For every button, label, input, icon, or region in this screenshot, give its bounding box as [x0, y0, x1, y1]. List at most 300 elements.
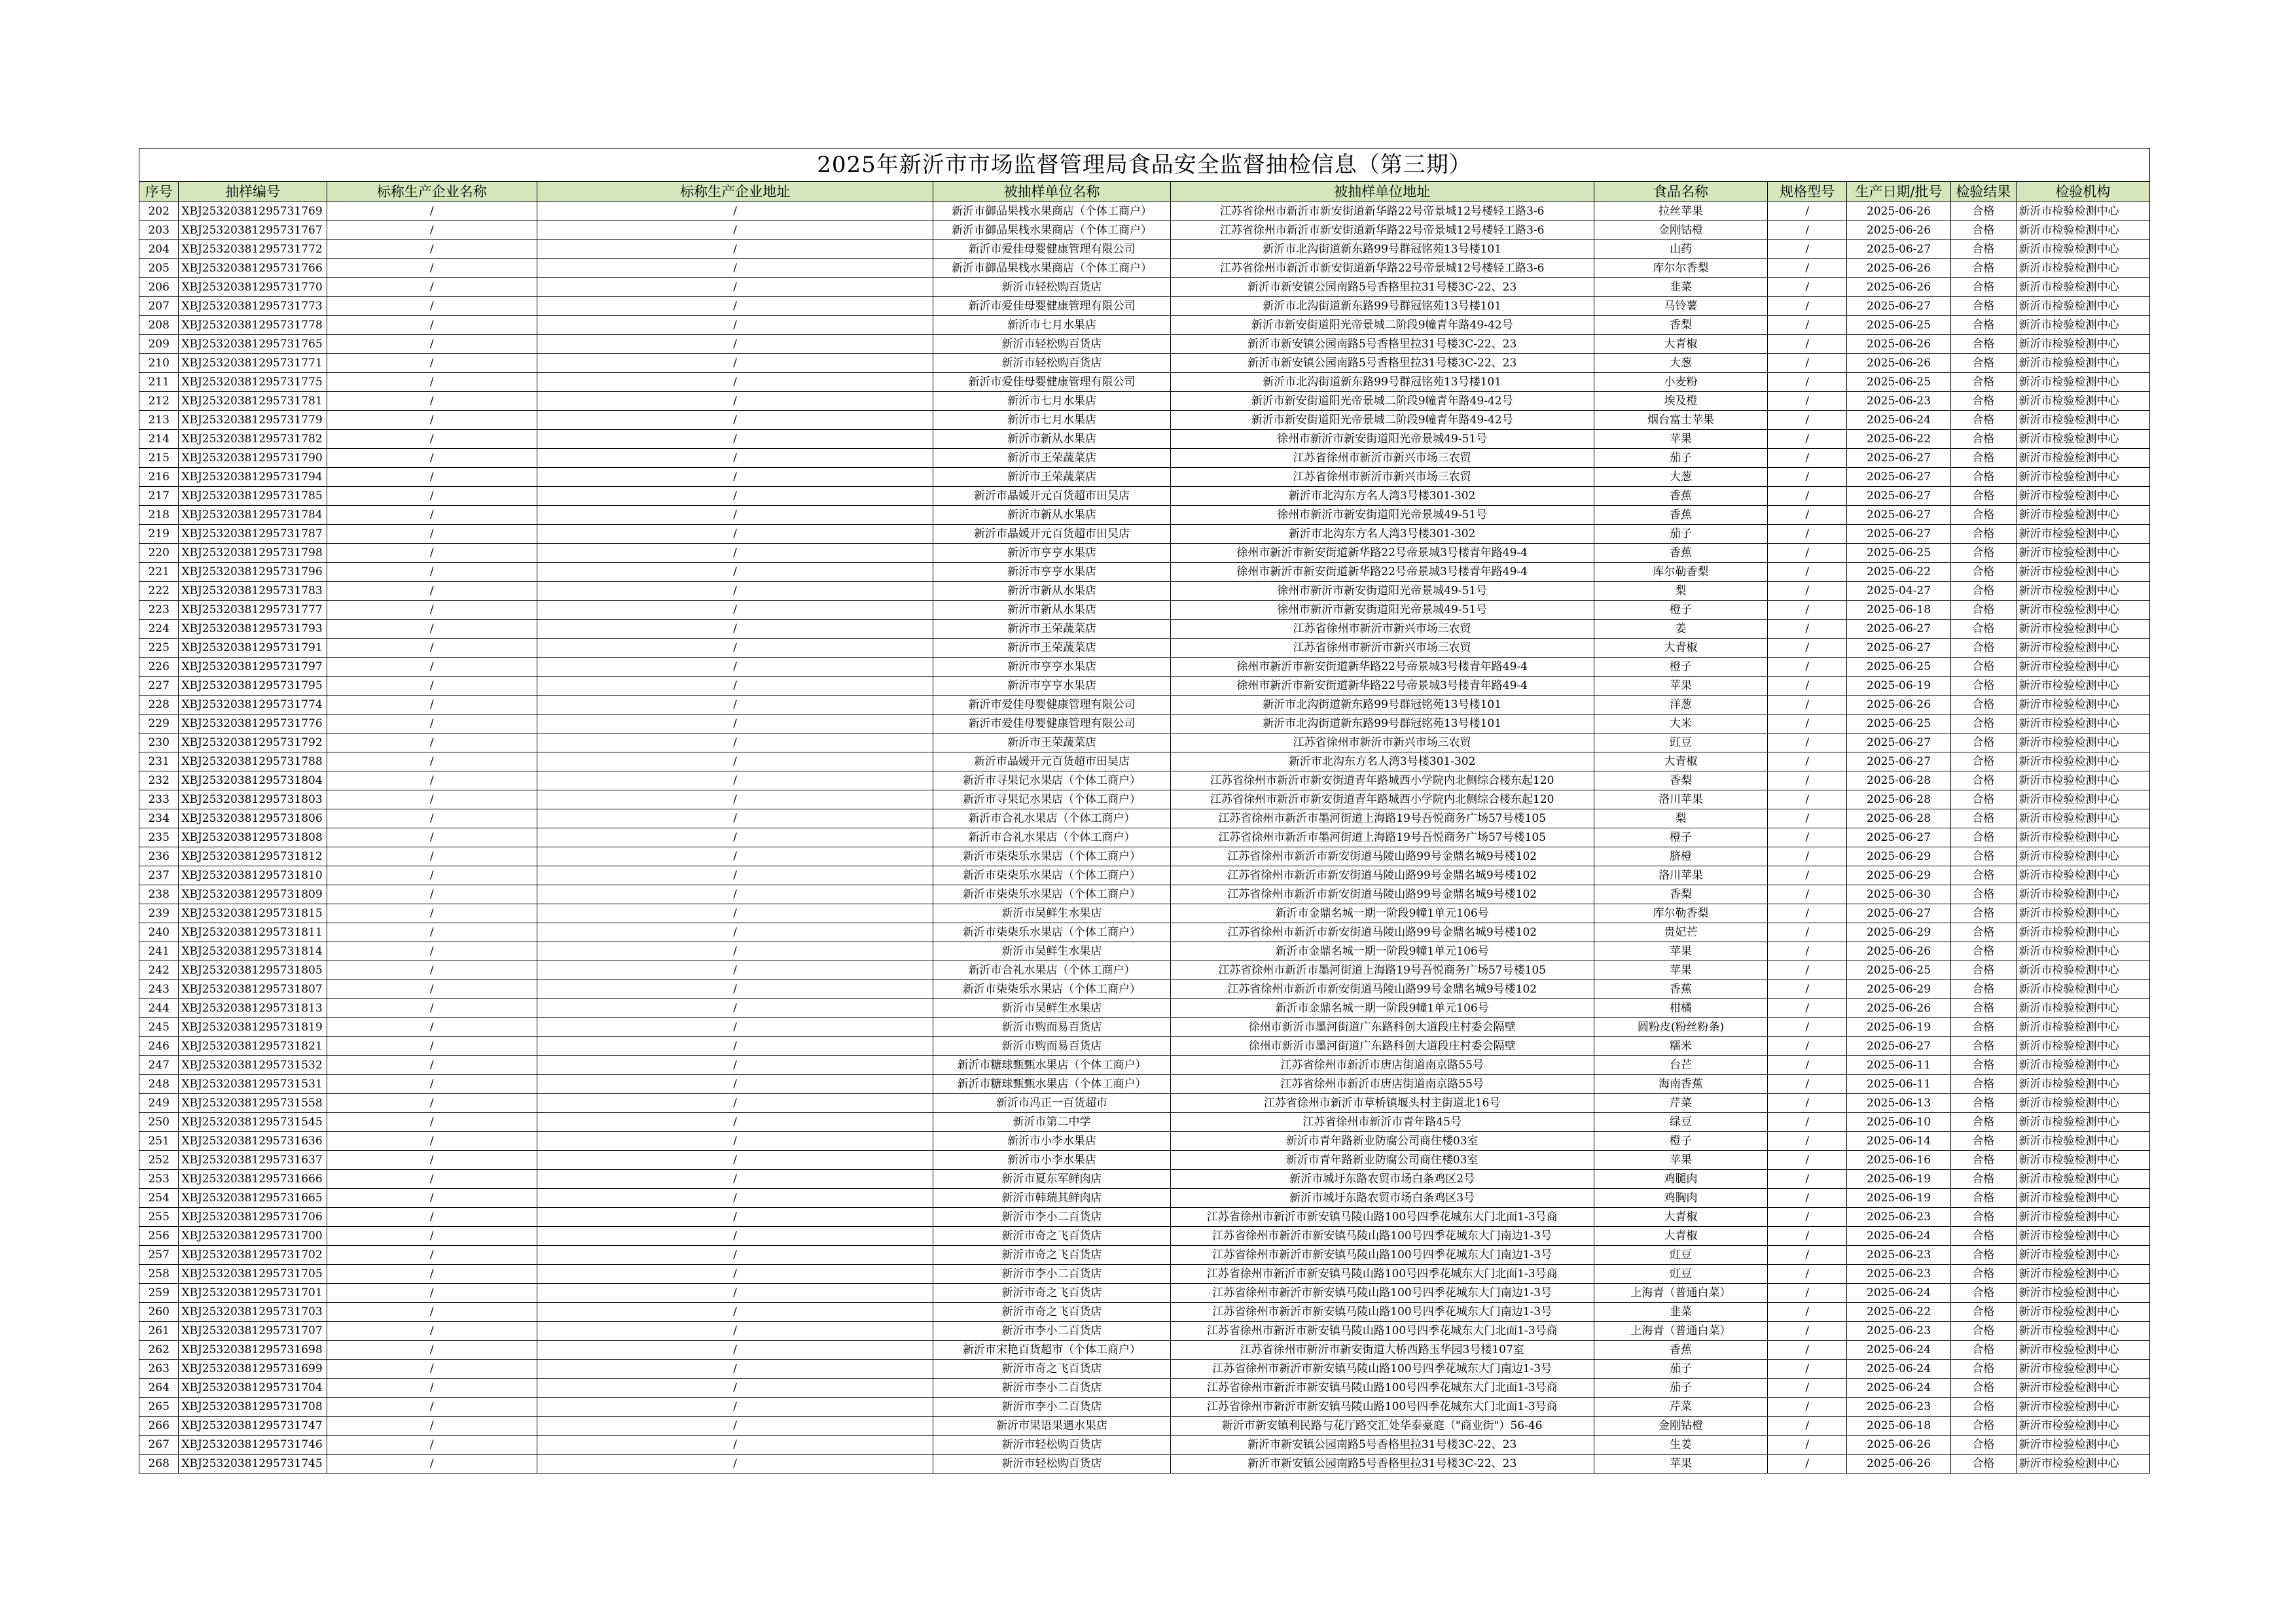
- table-row: [139, 430, 2150, 449]
- sampled-unit-address-cell: 新沂市北沟街道新东路99号群冠铭苑13号楼101: [1170, 373, 1594, 392]
- sampled-unit-address-cell: 徐州市新沂市新安街道阳光帝景城49-51号: [1170, 582, 1594, 601]
- production-date-cell: 2025-06-25: [1847, 316, 1951, 335]
- producer-name-cell: /: [327, 354, 537, 373]
- table-row: [139, 1056, 2150, 1075]
- sample-id-cell: XBJ25320381295731771: [179, 354, 327, 373]
- test-result-cell: 合格: [1951, 506, 2017, 525]
- sampled-unit-address-cell: 江苏省徐州市新沂市墨河街道上海路19号吾悦商务广场57号楼105: [1170, 809, 1594, 828]
- sampled-unit-address-cell: 江苏省徐州市新沂市新安镇马陵山路100号四季花城东大门南边1-3号: [1170, 1284, 1594, 1303]
- sampled-unit-name-cell: 新沂市亨亨水果店: [933, 677, 1170, 696]
- test-agency-cell: 新沂市检验检测中心: [2016, 1018, 2149, 1037]
- row-number-cell: 249: [139, 1094, 179, 1113]
- producer-name-cell: /: [327, 1303, 537, 1322]
- sampled-unit-name-cell: 新沂市亨亨水果店: [933, 544, 1170, 563]
- sampled-unit-name-cell: 新沂市宋艳百货超市（个体工商户）: [933, 1341, 1170, 1360]
- food-name-cell: 香蕉: [1594, 506, 1768, 525]
- sampled-unit-name-cell: 新沂市新从水果店: [933, 601, 1170, 620]
- spec-model-cell: /: [1768, 677, 1847, 696]
- producer-name-cell: /: [327, 980, 537, 999]
- test-result-cell: 合格: [1951, 942, 2017, 961]
- test-result-cell: 合格: [1951, 1455, 2017, 1474]
- sample-id-cell: XBJ25320381295731805: [179, 961, 327, 980]
- sample-id-cell: XBJ25320381295731765: [179, 335, 327, 354]
- test-agency-cell: 新沂市检验检测中心: [2016, 904, 2149, 923]
- table-row: [139, 1322, 2150, 1341]
- test-result-cell: 合格: [1951, 923, 2017, 942]
- sampled-unit-name-cell: 新沂市果语果遇水果店: [933, 1417, 1170, 1436]
- sampled-unit-name-cell: 新沂市寻果记水果店（个体工商户）: [933, 790, 1170, 809]
- row-number-cell: 251: [139, 1132, 179, 1151]
- production-date-cell: 2025-06-24: [1847, 411, 1951, 430]
- production-date-cell: 2025-06-18: [1847, 601, 1951, 620]
- table-row: [139, 999, 2150, 1018]
- sampled-unit-name-cell: 新沂市冯正一百货超市: [933, 1094, 1170, 1113]
- sample-id-cell: XBJ25320381295731705: [179, 1265, 327, 1284]
- producer-name-cell: /: [327, 1018, 537, 1037]
- sampled-unit-address-cell: 江苏省徐州市新沂市新安街道马陵山路99号金鼎名城9号楼102: [1170, 980, 1594, 999]
- food-name-cell: 茄子: [1594, 525, 1768, 544]
- row-number-cell: 227: [139, 677, 179, 696]
- test-result-cell: 合格: [1951, 1398, 2017, 1417]
- sampled-unit-name-cell: 新沂市李小二百货店: [933, 1265, 1170, 1284]
- spec-model-cell: /: [1768, 1398, 1847, 1417]
- sampled-unit-name-cell: 新沂市柒柒乐水果店（个体工商户）: [933, 885, 1170, 904]
- sample-id-cell: XBJ25320381295731806: [179, 809, 327, 828]
- table-row: [139, 1455, 2150, 1474]
- food-name-cell: 生姜: [1594, 1436, 1768, 1455]
- producer-name-cell: /: [327, 620, 537, 639]
- producer-address-cell: /: [537, 1113, 933, 1132]
- sample-id-cell: XBJ25320381295731792: [179, 733, 327, 752]
- column-header: 食品名称: [1594, 182, 1768, 202]
- production-date-cell: 2025-06-29: [1847, 980, 1951, 999]
- sampled-unit-address-cell: 徐州市新沂市新安街道新华路22号帝景城3号楼青年路49-4: [1170, 563, 1594, 582]
- spec-model-cell: /: [1768, 563, 1847, 582]
- sample-id-cell: XBJ25320381295731811: [179, 923, 327, 942]
- sample-id-cell: XBJ25320381295731804: [179, 771, 327, 790]
- production-date-cell: 2025-06-23: [1847, 1398, 1951, 1417]
- producer-address-cell: /: [537, 1455, 933, 1474]
- table-row: [139, 506, 2150, 525]
- production-date-cell: 2025-06-22: [1847, 430, 1951, 449]
- row-number-cell: 267: [139, 1436, 179, 1455]
- sampled-unit-address-cell: 江苏省徐州市新沂市新安镇马陵山路100号四季花城东大门北面1-3号商: [1170, 1265, 1594, 1284]
- test-agency-cell: 新沂市检验检测中心: [2016, 544, 2149, 563]
- table-row: [139, 1113, 2150, 1132]
- production-date-cell: 2025-06-28: [1847, 771, 1951, 790]
- row-number-cell: 209: [139, 335, 179, 354]
- producer-name-cell: /: [327, 1132, 537, 1151]
- sampled-unit-address-cell: 江苏省徐州市新沂市唐店街道南京路55号: [1170, 1075, 1594, 1094]
- test-agency-cell: 新沂市检验检测中心: [2016, 1246, 2149, 1265]
- food-name-cell: 香梨: [1594, 316, 1768, 335]
- sample-id-cell: XBJ25320381295731745: [179, 1455, 327, 1474]
- producer-name-cell: /: [327, 961, 537, 980]
- production-date-cell: 2025-06-19: [1847, 1189, 1951, 1208]
- sampled-unit-name-cell: 新沂市王荣蔬菜店: [933, 468, 1170, 487]
- producer-address-cell: /: [537, 1094, 933, 1113]
- producer-address-cell: /: [537, 1056, 933, 1075]
- sampled-unit-name-cell: 新沂市奇之飞百货店: [933, 1360, 1170, 1379]
- food-name-cell: 大米: [1594, 715, 1768, 733]
- row-number-cell: 242: [139, 961, 179, 980]
- test-agency-cell: 新沂市检验检测中心: [2016, 677, 2149, 696]
- producer-address-cell: /: [537, 1132, 933, 1151]
- sample-id-cell: XBJ25320381295731704: [179, 1379, 327, 1398]
- sample-id-cell: XBJ25320381295731791: [179, 639, 327, 658]
- sample-id-cell: XBJ25320381295731783: [179, 582, 327, 601]
- spec-model-cell: /: [1768, 1360, 1847, 1379]
- row-number-cell: 236: [139, 847, 179, 866]
- row-number-cell: 205: [139, 259, 179, 278]
- column-header: 被抽样单位名称: [933, 182, 1170, 202]
- producer-name-cell: /: [327, 544, 537, 563]
- food-name-cell: 豇豆: [1594, 733, 1768, 752]
- sample-id-cell: XBJ25320381295731531: [179, 1075, 327, 1094]
- row-number-cell: 262: [139, 1341, 179, 1360]
- food-name-cell: 橙子: [1594, 828, 1768, 847]
- sample-id-cell: XBJ25320381295731701: [179, 1284, 327, 1303]
- sampled-unit-name-cell: 新沂市糖球甄甄水果店（个体工商户）: [933, 1075, 1170, 1094]
- test-result-cell: 合格: [1951, 620, 2017, 639]
- row-number-cell: 204: [139, 240, 179, 259]
- row-number-cell: 235: [139, 828, 179, 847]
- food-name-cell: 柑橘: [1594, 999, 1768, 1018]
- row-number-cell: 208: [139, 316, 179, 335]
- test-agency-cell: 新沂市检验检测中心: [2016, 373, 2149, 392]
- producer-address-cell: /: [537, 847, 933, 866]
- producer-name-cell: /: [327, 1037, 537, 1056]
- sample-id-cell: XBJ25320381295731784: [179, 506, 327, 525]
- sampled-unit-address-cell: 江苏省徐州市新沂市新安街道马陵山路99号金鼎名城9号楼102: [1170, 885, 1594, 904]
- sample-id-cell: XBJ25320381295731815: [179, 904, 327, 923]
- sampled-unit-name-cell: 新沂市七月水果店: [933, 392, 1170, 411]
- sample-id-cell: XBJ25320381295731777: [179, 601, 327, 620]
- sampled-unit-name-cell: 新沂市爱佳母婴健康管理有限公司: [933, 715, 1170, 733]
- sampled-unit-name-cell: 新沂市爱佳母婴健康管理有限公司: [933, 297, 1170, 316]
- test-result-cell: 合格: [1951, 1151, 2017, 1170]
- sampled-unit-address-cell: 新沂市新安镇公园南路5号香格里拉31号楼3C-22、23: [1170, 354, 1594, 373]
- row-number-cell: 266: [139, 1417, 179, 1436]
- row-number-cell: 210: [139, 354, 179, 373]
- food-name-cell: 洋葱: [1594, 696, 1768, 715]
- table-row: [139, 1265, 2150, 1284]
- spec-model-cell: /: [1768, 259, 1847, 278]
- spec-model-cell: /: [1768, 866, 1847, 885]
- producer-name-cell: /: [327, 752, 537, 771]
- test-result-cell: 合格: [1951, 582, 2017, 601]
- production-date-cell: 2025-06-27: [1847, 904, 1951, 923]
- producer-address-cell: /: [537, 1189, 933, 1208]
- table-row: [139, 980, 2150, 999]
- producer-name-cell: /: [327, 240, 537, 259]
- spec-model-cell: /: [1768, 828, 1847, 847]
- test-result-cell: 合格: [1951, 487, 2017, 506]
- producer-address-cell: /: [537, 961, 933, 980]
- producer-name-cell: /: [327, 1151, 537, 1170]
- producer-name-cell: /: [327, 335, 537, 354]
- test-result-cell: 合格: [1951, 373, 2017, 392]
- sample-id-cell: XBJ25320381295731747: [179, 1417, 327, 1436]
- test-result-cell: 合格: [1951, 1075, 2017, 1094]
- sampled-unit-address-cell: 新沂市新安镇公园南路5号香格里拉31号楼3C-22、23: [1170, 1455, 1594, 1474]
- food-name-cell: 马铃薯: [1594, 297, 1768, 316]
- production-date-cell: 2025-06-26: [1847, 354, 1951, 373]
- producer-address-cell: /: [537, 373, 933, 392]
- spec-model-cell: /: [1768, 487, 1847, 506]
- sample-id-cell: XBJ25320381295731767: [179, 221, 327, 240]
- test-result-cell: 合格: [1951, 1189, 2017, 1208]
- producer-name-cell: /: [327, 658, 537, 677]
- test-result-cell: 合格: [1951, 525, 2017, 544]
- producer-address-cell: /: [537, 696, 933, 715]
- column-header: 序号: [139, 182, 179, 202]
- row-number-cell: 219: [139, 525, 179, 544]
- sampled-unit-name-cell: 新沂市购而易百货店: [933, 1018, 1170, 1037]
- production-date-cell: 2025-06-27: [1847, 487, 1951, 506]
- producer-name-cell: /: [327, 1170, 537, 1189]
- sampled-unit-name-cell: 新沂市爱佳母婴健康管理有限公司: [933, 696, 1170, 715]
- production-date-cell: 2025-06-26: [1847, 202, 1951, 221]
- test-result-cell: 合格: [1951, 1227, 2017, 1246]
- spec-model-cell: /: [1768, 430, 1847, 449]
- test-result-cell: 合格: [1951, 278, 2017, 297]
- producer-name-cell: /: [327, 639, 537, 658]
- table-row: [139, 809, 2150, 828]
- spec-model-cell: /: [1768, 1455, 1847, 1474]
- test-agency-cell: 新沂市检验检测中心: [2016, 1189, 2149, 1208]
- test-agency-cell: 新沂市检验检测中心: [2016, 1436, 2149, 1455]
- test-result-cell: 合格: [1951, 1113, 2017, 1132]
- production-date-cell: 2025-06-27: [1847, 639, 1951, 658]
- producer-address-cell: /: [537, 752, 933, 771]
- sampled-unit-name-cell: 新沂市晶媛开元百货超市田吴店: [933, 487, 1170, 506]
- test-agency-cell: 新沂市检验检测中心: [2016, 1151, 2149, 1170]
- production-date-cell: 2025-06-19: [1847, 1018, 1951, 1037]
- row-number-cell: 234: [139, 809, 179, 828]
- producer-address-cell: /: [537, 1151, 933, 1170]
- production-date-cell: 2025-06-27: [1847, 733, 1951, 752]
- production-date-cell: 2025-06-27: [1847, 752, 1951, 771]
- test-agency-cell: 新沂市检验检测中心: [2016, 866, 2149, 885]
- sample-id-cell: XBJ25320381295731812: [179, 847, 327, 866]
- production-date-cell: 2025-06-14: [1847, 1132, 1951, 1151]
- food-name-cell: 香蕉: [1594, 487, 1768, 506]
- sampled-unit-name-cell: 新沂市轻松购百货店: [933, 278, 1170, 297]
- spec-model-cell: /: [1768, 449, 1847, 468]
- test-agency-cell: 新沂市检验检测中心: [2016, 468, 2149, 487]
- producer-address-cell: /: [537, 1284, 933, 1303]
- food-name-cell: 苹果: [1594, 677, 1768, 696]
- production-date-cell: 2025-06-27: [1847, 506, 1951, 525]
- test-result-cell: 合格: [1951, 1246, 2017, 1265]
- sampled-unit-name-cell: 新沂市七月水果店: [933, 316, 1170, 335]
- food-name-cell: 苹果: [1594, 942, 1768, 961]
- sampled-unit-name-cell: 新沂市爱佳母婴健康管理有限公司: [933, 240, 1170, 259]
- table-row: [139, 828, 2150, 847]
- test-agency-cell: 新沂市检验检测中心: [2016, 696, 2149, 715]
- producer-address-cell: /: [537, 942, 933, 961]
- table-row: [139, 468, 2150, 487]
- food-name-cell: 烟台富士苹果: [1594, 411, 1768, 430]
- spec-model-cell: /: [1768, 221, 1847, 240]
- spec-model-cell: /: [1768, 904, 1847, 923]
- sample-id-cell: XBJ25320381295731769: [179, 202, 327, 221]
- table-row: [139, 885, 2150, 904]
- producer-name-cell: /: [327, 1113, 537, 1132]
- test-result-cell: 合格: [1951, 259, 2017, 278]
- producer-name-cell: /: [327, 259, 537, 278]
- producer-address-cell: /: [537, 259, 933, 278]
- production-date-cell: 2025-06-27: [1847, 468, 1951, 487]
- production-date-cell: 2025-06-27: [1847, 525, 1951, 544]
- test-agency-cell: 新沂市检验检测中心: [2016, 1208, 2149, 1227]
- test-agency-cell: 新沂市检验检测中心: [2016, 297, 2149, 316]
- food-name-cell: 韭菜: [1594, 1303, 1768, 1322]
- table-row: [139, 866, 2150, 885]
- producer-address-cell: /: [537, 1265, 933, 1284]
- table-row: [139, 771, 2150, 790]
- production-date-cell: 2025-06-29: [1847, 923, 1951, 942]
- test-result-cell: 合格: [1951, 1436, 2017, 1455]
- column-header: 规格型号: [1768, 182, 1847, 202]
- production-date-cell: 2025-06-26: [1847, 696, 1951, 715]
- producer-address-cell: /: [537, 1436, 933, 1455]
- sampled-unit-address-cell: 江苏省徐州市新沂市新兴市场三农贸: [1170, 639, 1594, 658]
- table-row: [139, 392, 2150, 411]
- sample-id-cell: XBJ25320381295731775: [179, 373, 327, 392]
- row-number-cell: 223: [139, 601, 179, 620]
- test-result-cell: 合格: [1951, 392, 2017, 411]
- row-number-cell: 218: [139, 506, 179, 525]
- producer-name-cell: /: [327, 316, 537, 335]
- table-row: [139, 639, 2150, 658]
- producer-address-cell: /: [537, 733, 933, 752]
- table-row: [139, 1189, 2150, 1208]
- sampled-unit-name-cell: 新沂市柒柒乐水果店（个体工商户）: [933, 923, 1170, 942]
- sample-id-cell: XBJ25320381295731776: [179, 715, 327, 733]
- table-row: [139, 1170, 2150, 1189]
- spec-model-cell: /: [1768, 847, 1847, 866]
- test-result-cell: 合格: [1951, 1322, 2017, 1341]
- production-date-cell: 2025-06-25: [1847, 658, 1951, 677]
- sample-id-cell: XBJ25320381295731702: [179, 1246, 327, 1265]
- sampled-unit-name-cell: 新沂市晶媛开元百货超市田吴店: [933, 525, 1170, 544]
- food-name-cell: 梨: [1594, 582, 1768, 601]
- test-result-cell: 合格: [1951, 1018, 2017, 1037]
- producer-address-cell: /: [537, 392, 933, 411]
- spec-model-cell: /: [1768, 392, 1847, 411]
- test-agency-cell: 新沂市检验检测中心: [2016, 961, 2149, 980]
- sampled-unit-address-cell: 新沂市新安街道阳光帝景城二阶段9幢青年路49-42号: [1170, 392, 1594, 411]
- table-row: [139, 316, 2150, 335]
- producer-name-cell: /: [327, 696, 537, 715]
- sampled-unit-name-cell: 新沂市合礼水果店（个体工商户）: [933, 828, 1170, 847]
- producer-address-cell: /: [537, 582, 933, 601]
- test-result-cell: 合格: [1951, 752, 2017, 771]
- test-result-cell: 合格: [1951, 771, 2017, 790]
- spec-model-cell: /: [1768, 999, 1847, 1018]
- sampled-unit-name-cell: 新沂市御品果栈水果商店（个体工商户）: [933, 202, 1170, 221]
- production-date-cell: 2025-06-27: [1847, 240, 1951, 259]
- sample-id-cell: XBJ25320381295731797: [179, 658, 327, 677]
- producer-address-cell: /: [537, 221, 933, 240]
- row-number-cell: 211: [139, 373, 179, 392]
- food-name-cell: 茄子: [1594, 1379, 1768, 1398]
- sampled-unit-name-cell: 新沂市奇之飞百货店: [933, 1284, 1170, 1303]
- sample-id-cell: XBJ25320381295731766: [179, 259, 327, 278]
- test-agency-cell: 新沂市检验检测中心: [2016, 1417, 2149, 1436]
- producer-address-cell: /: [537, 828, 933, 847]
- test-result-cell: 合格: [1951, 411, 2017, 430]
- sample-id-cell: XBJ25320381295731794: [179, 468, 327, 487]
- test-agency-cell: 新沂市检验检测中心: [2016, 1056, 2149, 1075]
- sampled-unit-address-cell: 江苏省徐州市新沂市新安街道新华路22号帝景城12号楼轻工路3-6: [1170, 259, 1594, 278]
- test-agency-cell: 新沂市检验检测中心: [2016, 828, 2149, 847]
- row-number-cell: 260: [139, 1303, 179, 1322]
- sampled-unit-name-cell: 新沂市吴鲜生水果店: [933, 942, 1170, 961]
- sample-id-cell: XBJ25320381295731773: [179, 297, 327, 316]
- production-date-cell: 2025-06-25: [1847, 544, 1951, 563]
- test-agency-cell: 新沂市检验检测中心: [2016, 980, 2149, 999]
- table-body: [139, 202, 2150, 1474]
- table-row: [139, 601, 2150, 620]
- test-agency-cell: 新沂市检验检测中心: [2016, 1227, 2149, 1246]
- food-name-cell: 茄子: [1594, 449, 1768, 468]
- spec-model-cell: /: [1768, 1189, 1847, 1208]
- table-row: [139, 790, 2150, 809]
- test-agency-cell: 新沂市检验检测中心: [2016, 487, 2149, 506]
- sampled-unit-name-cell: 新沂市王荣蔬菜店: [933, 639, 1170, 658]
- sampled-unit-address-cell: 江苏省徐州市新沂市新兴市场三农贸: [1170, 468, 1594, 487]
- sampled-unit-address-cell: 江苏省徐州市新沂市新安镇马陵山路100号四季花城东大门北面1-3号商: [1170, 1379, 1594, 1398]
- table-row: [139, 1284, 2150, 1303]
- producer-address-cell: /: [537, 601, 933, 620]
- food-name-cell: 香梨: [1594, 885, 1768, 904]
- test-result-cell: 合格: [1951, 961, 2017, 980]
- sampled-unit-name-cell: 新沂市亨亨水果店: [933, 563, 1170, 582]
- test-agency-cell: 新沂市检验检测中心: [2016, 639, 2149, 658]
- producer-name-cell: /: [327, 1056, 537, 1075]
- row-number-cell: 248: [139, 1075, 179, 1094]
- food-name-cell: 大青椒: [1594, 752, 1768, 771]
- test-agency-cell: 新沂市检验检测中心: [2016, 1360, 2149, 1379]
- sample-id-cell: XBJ25320381295731772: [179, 240, 327, 259]
- row-number-cell: 239: [139, 904, 179, 923]
- spec-model-cell: /: [1768, 202, 1847, 221]
- spec-model-cell: /: [1768, 961, 1847, 980]
- spec-model-cell: /: [1768, 1208, 1847, 1227]
- sampled-unit-address-cell: 江苏省徐州市新沂市新安街道新华路22号帝景城12号楼轻工路3-6: [1170, 221, 1594, 240]
- producer-address-cell: /: [537, 563, 933, 582]
- producer-address-cell: /: [537, 866, 933, 885]
- test-agency-cell: 新沂市检验检测中心: [2016, 259, 2149, 278]
- production-date-cell: 2025-04-27: [1847, 582, 1951, 601]
- sampled-unit-name-cell: 新沂市柒柒乐水果店（个体工商户）: [933, 847, 1170, 866]
- sample-id-cell: XBJ25320381295731819: [179, 1018, 327, 1037]
- sampled-unit-name-cell: 新沂市夏东军鲜肉店: [933, 1170, 1170, 1189]
- row-number-cell: 255: [139, 1208, 179, 1227]
- table-row: [139, 1436, 2150, 1455]
- table-row: [139, 297, 2150, 316]
- sampled-unit-address-cell: 江苏省徐州市新沂市新安街道大桥西路玉华园3号楼107室: [1170, 1341, 1594, 1360]
- spec-model-cell: /: [1768, 1417, 1847, 1436]
- producer-name-cell: /: [327, 601, 537, 620]
- sampled-unit-name-cell: 新沂市合礼水果店（个体工商户）: [933, 809, 1170, 828]
- food-name-cell: 茄子: [1594, 1360, 1768, 1379]
- production-date-cell: 2025-06-24: [1847, 1284, 1951, 1303]
- sample-id-cell: XBJ25320381295731807: [179, 980, 327, 999]
